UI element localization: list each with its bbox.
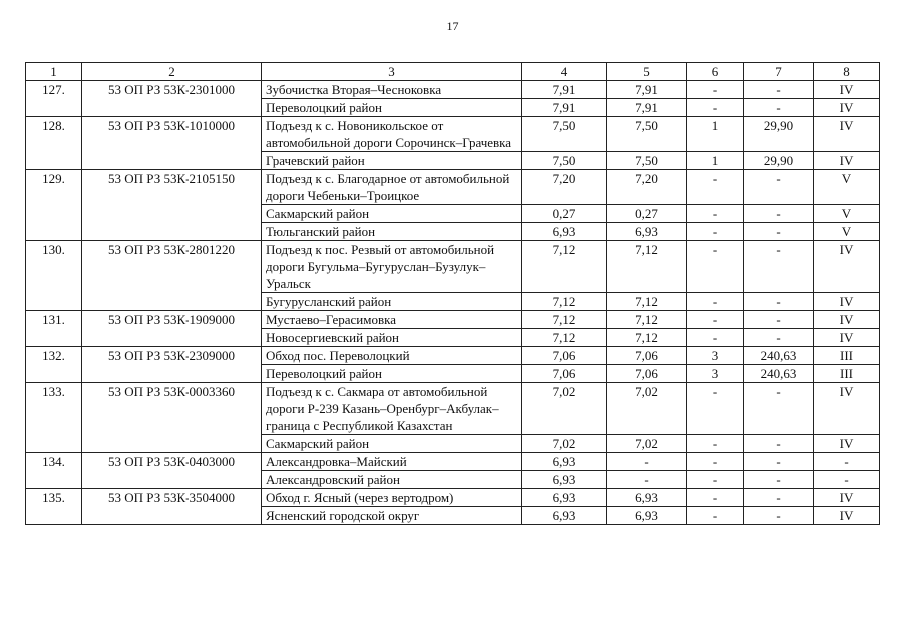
- road-name: Новосергиевский район: [262, 329, 522, 347]
- road-category: IV: [814, 507, 880, 525]
- length-paved: 7,12: [607, 293, 687, 311]
- bridges-count: -: [687, 81, 744, 99]
- bridges-count: -: [687, 435, 744, 453]
- road-name: Александровка–Майский: [262, 453, 522, 471]
- bridges-length: 240,63: [744, 347, 814, 365]
- entry-number: 134.: [26, 453, 82, 489]
- entry-number: 131.: [26, 311, 82, 347]
- bridges-count: -: [687, 205, 744, 223]
- bridges-length: -: [744, 293, 814, 311]
- roads-table: [25, 62, 880, 525]
- length-paved: 7,12: [607, 311, 687, 329]
- bridges-count: -: [687, 99, 744, 117]
- bridges-count: -: [687, 241, 744, 293]
- road-name: Зубочистка Вторая–Чесноковка: [262, 81, 522, 99]
- column-header: 4: [522, 63, 607, 81]
- length-paved: 7,02: [607, 435, 687, 453]
- bridges-length: -: [744, 435, 814, 453]
- length-paved: 7,50: [607, 152, 687, 170]
- entry-number: 130.: [26, 241, 82, 311]
- bridges-length: -: [744, 471, 814, 489]
- length-total: 7,91: [522, 99, 607, 117]
- road-category: IV: [814, 311, 880, 329]
- road-name: Тюльганский район: [262, 223, 522, 241]
- length-paved: 7,06: [607, 365, 687, 383]
- length-paved: 7,91: [607, 81, 687, 99]
- length-total: 6,93: [522, 223, 607, 241]
- length-total: 7,12: [522, 293, 607, 311]
- table-row: [26, 347, 880, 365]
- bridges-count: 3: [687, 365, 744, 383]
- road-code: 53 ОП РЗ 53К-3504000: [82, 489, 262, 525]
- length-total: 7,50: [522, 117, 607, 152]
- road-category: -: [814, 471, 880, 489]
- table-header-row: [26, 63, 880, 81]
- bridges-count: 3: [687, 347, 744, 365]
- road-category: IV: [814, 117, 880, 152]
- length-total: 0,27: [522, 205, 607, 223]
- road-name: Переволоцкий район: [262, 99, 522, 117]
- page-number: 17: [446, 19, 459, 33]
- bridges-count: -: [687, 471, 744, 489]
- bridges-length: -: [744, 489, 814, 507]
- road-code: 53 ОП РЗ 53К-1909000: [82, 311, 262, 347]
- road-name: Подъезд к пос. Резвый от автомобильной дороги Бугульма–Бугуруслан–Бузулук–Уральск: [262, 241, 522, 293]
- length-total: 7,02: [522, 383, 607, 435]
- road-name: Ясненский городской округ: [262, 507, 522, 525]
- length-paved: 7,50: [607, 117, 687, 152]
- table-row: [26, 241, 880, 293]
- length-total: 7,50: [522, 152, 607, 170]
- table-row: [26, 383, 880, 435]
- road-name: Обход г. Ясный (через вертодром): [262, 489, 522, 507]
- length-paved: 7,20: [607, 170, 687, 205]
- length-total: 7,12: [522, 241, 607, 293]
- bridges-length: -: [744, 311, 814, 329]
- bridges-count: -: [687, 170, 744, 205]
- column-header: 7: [744, 63, 814, 81]
- road-code: 53 ОП РЗ 53К-2801220: [82, 241, 262, 311]
- road-category: IV: [814, 383, 880, 435]
- entry-number: 127.: [26, 81, 82, 117]
- bridges-count: -: [687, 223, 744, 241]
- length-paved: 7,06: [607, 347, 687, 365]
- bridges-count: -: [687, 311, 744, 329]
- length-total: 6,93: [522, 507, 607, 525]
- road-code: 53 ОП РЗ 53К-2309000: [82, 347, 262, 383]
- bridges-length: 29,90: [744, 117, 814, 152]
- length-total: 6,93: [522, 489, 607, 507]
- bridges-length: -: [744, 99, 814, 117]
- bridges-count: -: [687, 383, 744, 435]
- road-category: IV: [814, 293, 880, 311]
- table-row: [26, 81, 880, 99]
- road-category: IV: [814, 435, 880, 453]
- table-row: [26, 453, 880, 471]
- road-code: 53 ОП РЗ 53К-2105150: [82, 170, 262, 241]
- length-total: 7,20: [522, 170, 607, 205]
- column-header: 5: [607, 63, 687, 81]
- road-name: Александровский район: [262, 471, 522, 489]
- bridges-length: 240,63: [744, 365, 814, 383]
- road-category: IV: [814, 81, 880, 99]
- road-category: IV: [814, 489, 880, 507]
- length-paved: -: [607, 471, 687, 489]
- length-paved: 7,02: [607, 383, 687, 435]
- bridges-length: -: [744, 383, 814, 435]
- length-total: 7,91: [522, 81, 607, 99]
- road-name: Обход пос. Переволоцкий: [262, 347, 522, 365]
- road-name: Подъезд к с. Сакмара от автомобильной дороги Р-239 Казань–Оренбург–Акбулак–граница с Республикой Казахстан: [262, 383, 522, 435]
- road-name: Подъезд к с. Новоникольское от автомобильной дороги Сорочинск–Грачевка: [262, 117, 522, 152]
- length-paved: 7,12: [607, 241, 687, 293]
- road-name: Сакмарский район: [262, 435, 522, 453]
- road-category: IV: [814, 99, 880, 117]
- road-category: IV: [814, 329, 880, 347]
- length-paved: 6,93: [607, 223, 687, 241]
- bridges-length: -: [744, 453, 814, 471]
- road-code: 53 ОП РЗ 53К-1010000: [82, 117, 262, 170]
- length-total: 6,93: [522, 471, 607, 489]
- road-category: V: [814, 170, 880, 205]
- bridges-length: 29,90: [744, 152, 814, 170]
- length-paved: 7,12: [607, 329, 687, 347]
- bridges-length: -: [744, 329, 814, 347]
- length-paved: -: [607, 453, 687, 471]
- entry-number: 133.: [26, 383, 82, 453]
- road-name: Мустаево–Герасимовка: [262, 311, 522, 329]
- table-row: [26, 117, 880, 152]
- column-header: 8: [814, 63, 880, 81]
- length-total: 7,12: [522, 329, 607, 347]
- column-header: 1: [26, 63, 82, 81]
- bridges-count: -: [687, 293, 744, 311]
- road-category: III: [814, 347, 880, 365]
- table-row: [26, 489, 880, 507]
- length-total: 7,02: [522, 435, 607, 453]
- road-name: Бугурусланский район: [262, 293, 522, 311]
- bridges-count: -: [687, 453, 744, 471]
- bridges-length: -: [744, 205, 814, 223]
- road-category: V: [814, 205, 880, 223]
- column-header: 2: [82, 63, 262, 81]
- road-category: -: [814, 453, 880, 471]
- road-category: IV: [814, 241, 880, 293]
- column-header: 3: [262, 63, 522, 81]
- bridges-length: -: [744, 241, 814, 293]
- entry-number: 129.: [26, 170, 82, 241]
- bridges-count: -: [687, 507, 744, 525]
- length-paved: 6,93: [607, 507, 687, 525]
- length-total: 7,12: [522, 311, 607, 329]
- road-category: IV: [814, 152, 880, 170]
- road-code: 53 ОП РЗ 53К-2301000: [82, 81, 262, 117]
- length-total: 7,06: [522, 365, 607, 383]
- road-code: 53 ОП РЗ 53К-0003360: [82, 383, 262, 453]
- bridges-length: -: [744, 507, 814, 525]
- road-name: Переволоцкий район: [262, 365, 522, 383]
- length-paved: 6,93: [607, 489, 687, 507]
- length-paved: 0,27: [607, 205, 687, 223]
- length-total: 6,93: [522, 453, 607, 471]
- table-row: [26, 170, 880, 205]
- road-category: III: [814, 365, 880, 383]
- bridges-length: -: [744, 170, 814, 205]
- entry-number: 132.: [26, 347, 82, 383]
- bridges-length: -: [744, 223, 814, 241]
- bridges-count: 1: [687, 117, 744, 152]
- length-paved: 7,91: [607, 99, 687, 117]
- bridges-count: -: [687, 489, 744, 507]
- road-category: V: [814, 223, 880, 241]
- length-total: 7,06: [522, 347, 607, 365]
- road-code: 53 ОП РЗ 53К-0403000: [82, 453, 262, 489]
- entry-number: 128.: [26, 117, 82, 170]
- column-header: 6: [687, 63, 744, 81]
- road-name: Сакмарский район: [262, 205, 522, 223]
- entry-number: 135.: [26, 489, 82, 525]
- bridges-count: -: [687, 329, 744, 347]
- road-name: Подъезд к с. Благодарное от автомобильной дороги Чебеньки–Троицкое: [262, 170, 522, 205]
- bridges-count: 1: [687, 152, 744, 170]
- road-name: Грачевский район: [262, 152, 522, 170]
- table-row: [26, 311, 880, 329]
- bridges-length: -: [744, 81, 814, 99]
